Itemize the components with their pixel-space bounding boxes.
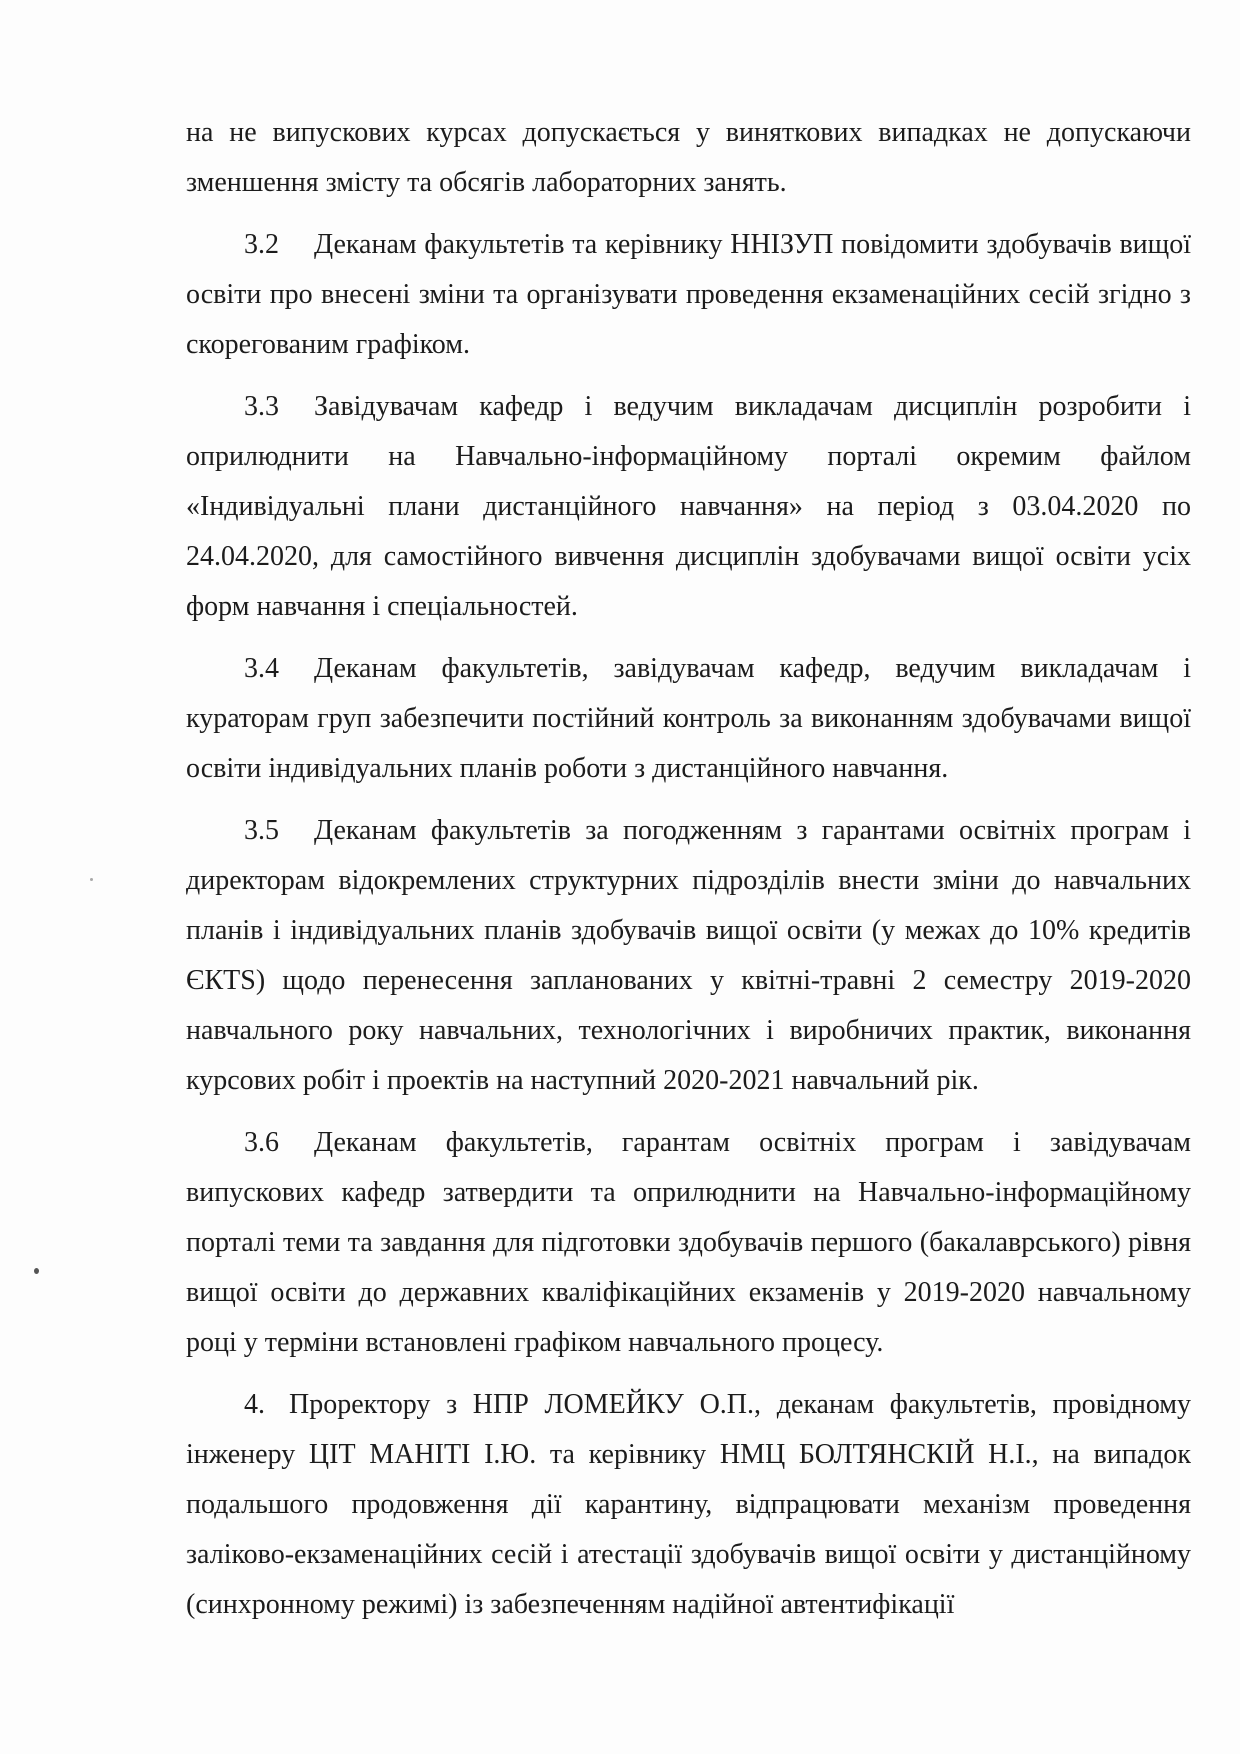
paragraph-number: 3.5 bbox=[244, 815, 279, 846]
paragraph-continuation bbox=[186, 108, 1191, 208]
scan-speck bbox=[90, 878, 93, 881]
paragraph-text: Проректору з НПР ЛОМЕЙКУ О.П., деканам факультетів, провідному інженеру ЦІТ МАНІТІ І.Ю. та керівнику НМЦ БОЛТЯНСКІЙ Н.І., на випадок подальшого продовження дії карантину, відпрацювати механізм проведення заліково-екзаменаційних сесій і атестації здобувачів вищої освіти у дистанційному (синхронному режимі) із забезпеченням надійної автентифікації bbox=[186, 1389, 1191, 1620]
paragraph-number: 3.4 bbox=[244, 653, 279, 684]
paragraph-number: 3.2 bbox=[244, 229, 279, 260]
paragraph-text: Деканам факультетів та керівнику ННІЗУП повідомити здобувачів вищої освіти про внесені зміни та організувати проведення екзаменаційних сесій згідно з скорегованим графіком. bbox=[186, 229, 1191, 360]
paragraph-3-4 bbox=[186, 644, 1191, 794]
paragraph-3-2 bbox=[186, 220, 1191, 370]
document-body bbox=[186, 108, 1191, 1642]
paragraph-3-6 bbox=[186, 1118, 1191, 1368]
paragraph-text: Завідувачам кафедр і ведучим викладачам дисциплін розробити і оприлюднити на Навчально-інформаційному порталі окремим файлом «Індивідуальні плани дистанційного навчання» на період з 03.04.2020 по 24.04.2020, для самостійного вивчення дисциплін здобувачами вищої освіти усіх форм навчання і спеціальностей. bbox=[186, 391, 1191, 622]
paragraph-4 bbox=[186, 1380, 1191, 1630]
paragraph-number: 3.3 bbox=[244, 391, 279, 422]
paragraph-text: на не випускових курсах допускається у виняткових випадках не допускаючи зменшення змісту та обсягів лабораторних занять. bbox=[186, 117, 1191, 198]
paragraph-number: 3.6 bbox=[244, 1127, 279, 1158]
paragraph-3-5 bbox=[186, 806, 1191, 1106]
paragraph-text: Деканам факультетів, гарантам освітніх програм і завідувачам випускових кафедр затвердити та оприлюднити на Навчально-інформаційному порталі теми та завдання для підготовки здобувачів першого (бакалаврського) рівня вищої освіти до державних кваліфікаційних екзаменів у 2019-2020 навчальному році у терміни встановлені графіком навчального процесу. bbox=[186, 1127, 1191, 1358]
paragraph-3-3 bbox=[186, 382, 1191, 632]
paragraph-number: 4. bbox=[244, 1389, 265, 1420]
paragraph-text: Деканам факультетів за погодженням з гарантами освітніх програм і директорам відокремлених структурних підрозділів внести зміни до навчальних планів і індивідуальних планів здобувачів вищої освіти (у межах до 10% кредитів ЄКТS) щодо перенесення запланованих у квітні-травні 2 семестру 2019-2020 навчального року навчальних, технологічних і виробничих практик, виконання курсових робіт і проектів на наступний 2020-2021 навчальний рік. bbox=[186, 815, 1191, 1096]
scan-speck bbox=[34, 1268, 39, 1274]
paragraph-text: Деканам факультетів, завідувачам кафедр, ведучим викладачам і кураторам груп забезпечити постійний контроль за виконанням здобувачами вищої освіти індивідуальних планів роботи з дистанційного навчання. bbox=[186, 653, 1191, 784]
